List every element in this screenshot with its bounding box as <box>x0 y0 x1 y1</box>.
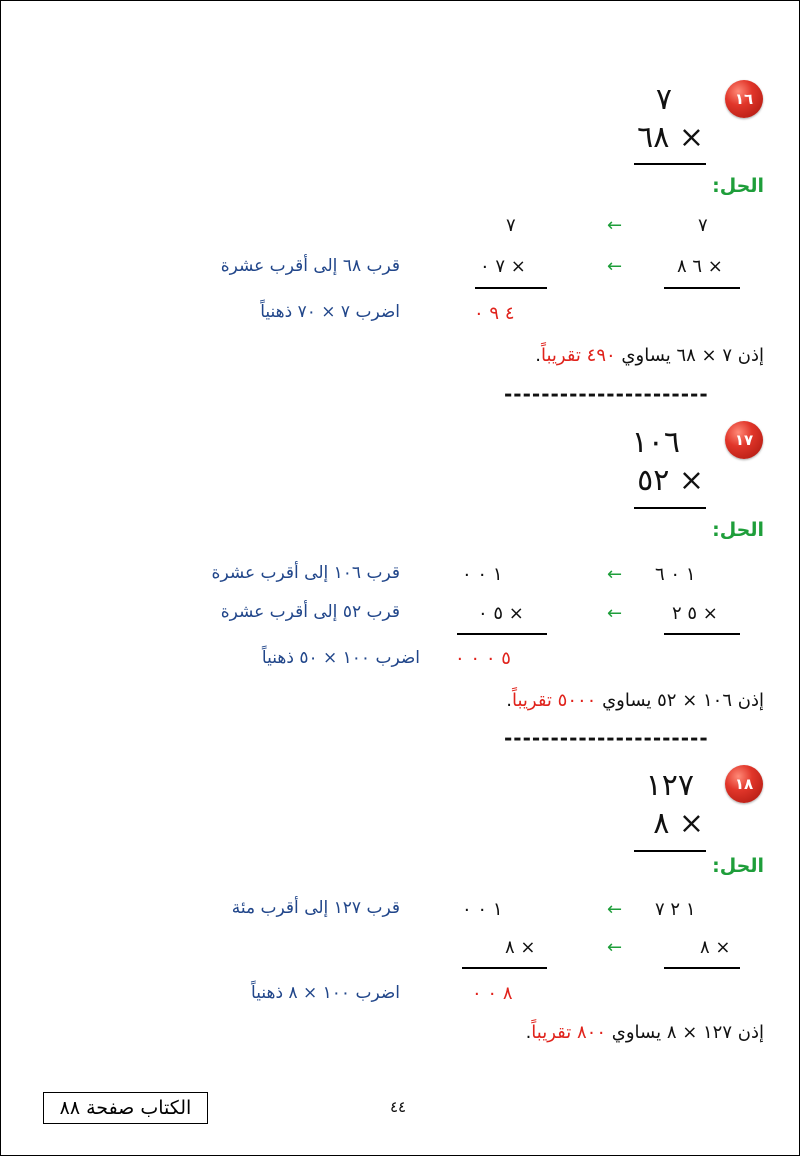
mental-multiply-note: اضرب ١٠٠ × ٨ ذهنياً <box>251 983 400 1003</box>
rounded-number: ١ ٠ ٠ <box>462 564 503 585</box>
problem-underline <box>634 507 706 509</box>
rounded-number: ٨ × <box>505 937 536 958</box>
rounding-note: قرب ١٢٧ إلى أقرب مئة <box>231 898 400 918</box>
problem-underline <box>634 163 706 165</box>
original-underline <box>664 967 740 969</box>
rounded-number: ١ ٠ ٠ <box>462 899 503 920</box>
original-number: ٥ ٢ × <box>672 603 718 624</box>
problem-number-badge: ١٧ <box>725 421 763 459</box>
mental-multiply-note: اضرب ١٠٠ × ٥٠ ذهنياً <box>261 648 420 668</box>
rounded-number: ٧ <box>506 215 516 236</box>
rounded-number: ٧ ٠ × <box>480 256 526 277</box>
rounded-underline <box>457 633 547 635</box>
rounding-note: قرب ٥٢ إلى أقرب عشرة <box>220 602 400 622</box>
rounding-note: قرب ١٠٦ إلى أقرب عشرة <box>211 563 400 583</box>
conclusion: إذن ١٢٧ × ٨ يساوي ٨٠٠ تقريباً. <box>525 1022 764 1043</box>
rounding-note: قرب ٦٨ إلى أقرب عشرة <box>220 256 400 276</box>
problem-top-number: ٧ <box>655 82 672 117</box>
solution-label: الحل: <box>712 519 764 541</box>
rounded-underline <box>475 287 547 289</box>
arrow-icon: ← <box>607 564 623 585</box>
separator: ---------------------- <box>504 382 709 406</box>
page-number: ٤٤ <box>390 1098 407 1116</box>
arrow-icon: ← <box>607 603 623 624</box>
original-number: ٦ ٨ × <box>677 256 723 277</box>
conclusion: إذن ٧ × ٦٨ يساوي ٤٩٠ تقريباً. <box>535 345 764 366</box>
problem-bottom-number: ٨ × <box>653 806 704 841</box>
problem-top-number: ١٠٦ <box>631 425 680 460</box>
separator: ---------------------- <box>504 726 709 750</box>
mental-multiply-note: اضرب ٧ × ٧٠ ذهنياً <box>260 302 400 322</box>
problem-underline <box>634 850 706 852</box>
rounded-underline <box>462 967 547 969</box>
problem-top-number: ١٢٧ <box>645 768 694 803</box>
solution-label: الحل: <box>712 175 764 197</box>
original-number: ١ ٢ ٧ <box>655 899 696 920</box>
original-number: ١ ٠ ٦ <box>655 564 696 585</box>
original-number: ٧ <box>698 215 708 236</box>
arrow-icon: ← <box>607 937 623 958</box>
estimated-product: ٤ ٩ ٠ <box>474 303 515 324</box>
estimated-product: ٥ ٠ ٠ ٠ <box>455 648 511 669</box>
arrow-icon: ← <box>607 899 623 920</box>
problem-bottom-number: ٥٢ × <box>637 463 704 498</box>
problem-number-badge: ١٦ <box>725 80 763 118</box>
original-number: ٨ × <box>700 937 731 958</box>
original-underline <box>664 633 740 635</box>
book-page-reference: الكتاب صفحة ٨٨ <box>43 1092 208 1124</box>
estimated-product: ٨ ٠ ٠ <box>472 983 513 1004</box>
rounded-number: ٥ ٠ × <box>478 603 524 624</box>
original-underline <box>664 287 740 289</box>
problem-number-badge: ١٨ <box>725 765 763 803</box>
arrow-icon: ← <box>607 215 623 236</box>
arrow-icon: ← <box>607 256 623 277</box>
solution-label: الحل: <box>712 855 764 877</box>
problem-bottom-number: ٦٨ × <box>637 120 704 155</box>
conclusion: إذن ١٠٦ × ٥٢ يساوي ٥٠٠٠ تقريباً. <box>506 690 764 711</box>
